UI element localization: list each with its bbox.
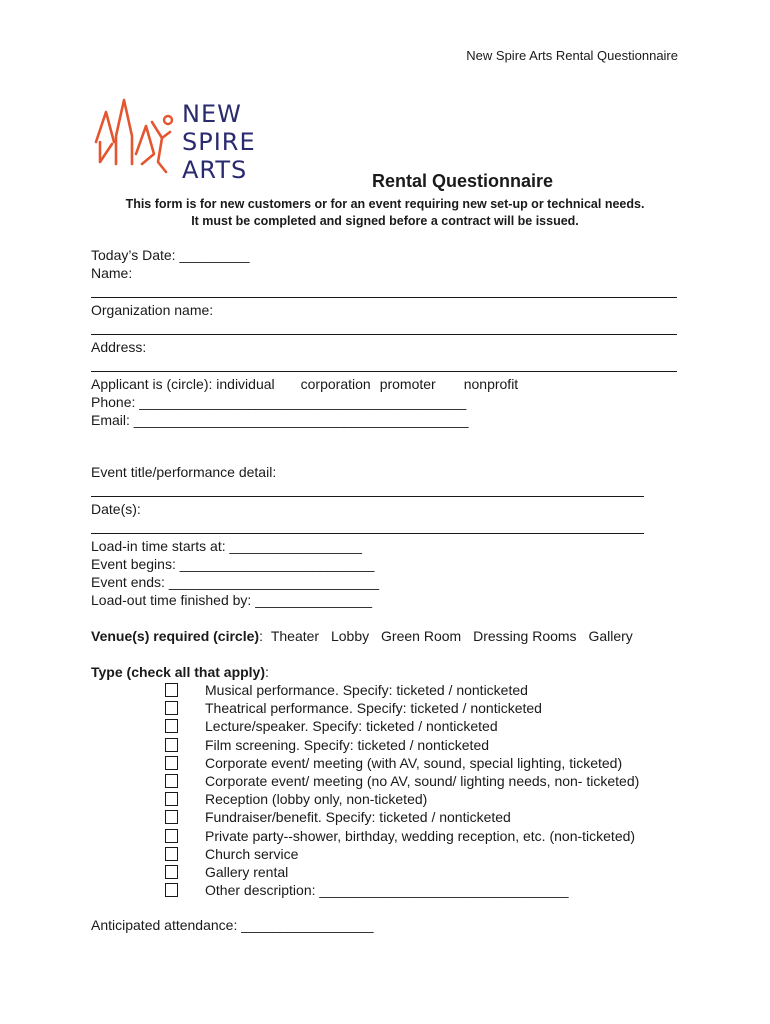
load-in-field[interactable]: Load-in time starts at: _________________ [91,538,362,554]
type-option[interactable] [165,808,691,826]
venue-label: Venue(s) required (circle) [91,628,260,644]
logo-text-arts: ARTS [182,156,248,184]
venue-option-theater[interactable]: Theater [270,628,320,644]
todays-date-field[interactable]: Today’s Date: _________ [91,247,250,263]
logo-text-new: NEW [182,100,242,128]
applicant-type-label: Applicant is (circle): individual [91,376,275,392]
email-field[interactable]: Email: ___________________________________________ [91,412,469,428]
type-option-label: Musical performance. Specify: ticketed / nonticketed [205,682,528,699]
checkbox[interactable] [165,756,178,770]
type-option-label: Lecture/speaker. Specify: ticketed / nonticketed [205,718,498,735]
checkbox[interactable] [165,865,178,879]
checkbox[interactable] [165,810,178,824]
checkbox[interactable] [165,792,178,806]
checkbox[interactable] [165,847,178,861]
event-begins-field[interactable]: Event begins: _________________________ [91,556,375,572]
checkbox[interactable] [165,829,178,843]
dates-field-label: Date(s): [91,501,141,517]
venue-row [91,627,691,645]
applicant-option-corporation[interactable]: corporation [300,376,371,392]
type-option[interactable] [165,717,691,735]
applicant-option-promoter[interactable]: promoter [379,376,436,392]
type-option-label: Private party--shower, birthday, wedding reception, etc. (non-ticketed) [205,827,636,844]
organization-field-label: Organization name: [91,302,214,318]
venue-option-green-room[interactable]: Green Room [381,628,462,644]
type-option[interactable] [165,881,691,899]
load-out-field[interactable]: Load-out time finished by: _______________ [91,592,372,608]
type-checklist [165,681,691,899]
type-option-label: Gallery rental [205,863,289,880]
venue-option-gallery[interactable]: Gallery [588,628,633,644]
type-option-label: Corporate event/ meeting (with AV, sound, special lighting, ticketed) [205,754,623,771]
type-option[interactable] [165,681,691,699]
phone-field[interactable]: Phone: __________________________________________ [91,394,467,410]
event-ends-field[interactable]: Event ends: ___________________________ [91,574,380,590]
type-label: Type (check all that apply) [91,664,266,680]
type-option[interactable] [165,790,691,808]
venue-option-lobby[interactable]: Lobby [330,628,370,644]
applicant-option-nonprofit[interactable]: nonprofit [463,376,519,392]
event-title-field-line[interactable] [91,496,644,497]
applicant-type-row [91,375,691,393]
venue-option-dressing-rooms[interactable]: Dressing Rooms [473,628,577,644]
type-option-label: Corporate event/ meeting (no AV, sound/ lighting needs, non- ticketed) [205,773,640,790]
venue-colon: : [259,628,263,644]
logo-text-spire: SPIRE [182,128,256,156]
anticipated-attendance-field[interactable]: Anticipated attendance: _________________ [91,917,374,934]
type-option-label: Fundraiser/benefit. Specify: ticketed / nonticketed [205,809,511,826]
address-field-label: Address: [91,339,147,355]
running-header: New Spire Arts Rental Questionnaire [466,48,678,63]
checkbox[interactable] [165,683,178,697]
type-option-label: Film screening. Specify: ticketed / nonticketed [205,736,490,753]
type-option[interactable] [165,845,691,863]
type-colon: : [265,664,269,680]
checkbox[interactable] [165,701,178,715]
type-option[interactable] [165,863,691,881]
type-heading [91,663,691,681]
type-option-label: Theatrical performance. Specify: ticketed / nonticketed [205,700,542,717]
type-option[interactable] [165,754,691,772]
type-option[interactable] [165,772,691,790]
subtitle-line-1: This form is for new customers or for an event requiring new set-up or technical needs. [125,197,645,211]
checkbox[interactable] [165,719,178,733]
logo-head-icon [164,116,172,124]
checkbox[interactable] [165,738,178,752]
dates-field-line[interactable] [91,533,644,534]
checkbox[interactable] [165,883,178,897]
organization-field-line[interactable] [91,334,677,335]
type-option[interactable] [165,827,691,845]
name-field-label: Name: [91,265,133,281]
type-option[interactable] [165,736,691,754]
form-body [91,246,691,934]
address-field-line[interactable] [91,371,677,372]
type-option[interactable] [165,699,691,717]
type-option-label: Other description: ________________________________ [205,882,569,899]
type-option-label: Church service [205,845,299,862]
subtitle-line-2: It must be completed and signed before a contract will be issued. [191,214,579,228]
event-title-field-label: Event title/performance detail: [91,464,277,480]
type-option-label: Reception (lobby only, non-ticketed) [205,791,428,808]
checkbox[interactable] [165,774,178,788]
name-field-line[interactable] [91,297,677,298]
page-title: Rental Questionnaire [371,171,554,191]
